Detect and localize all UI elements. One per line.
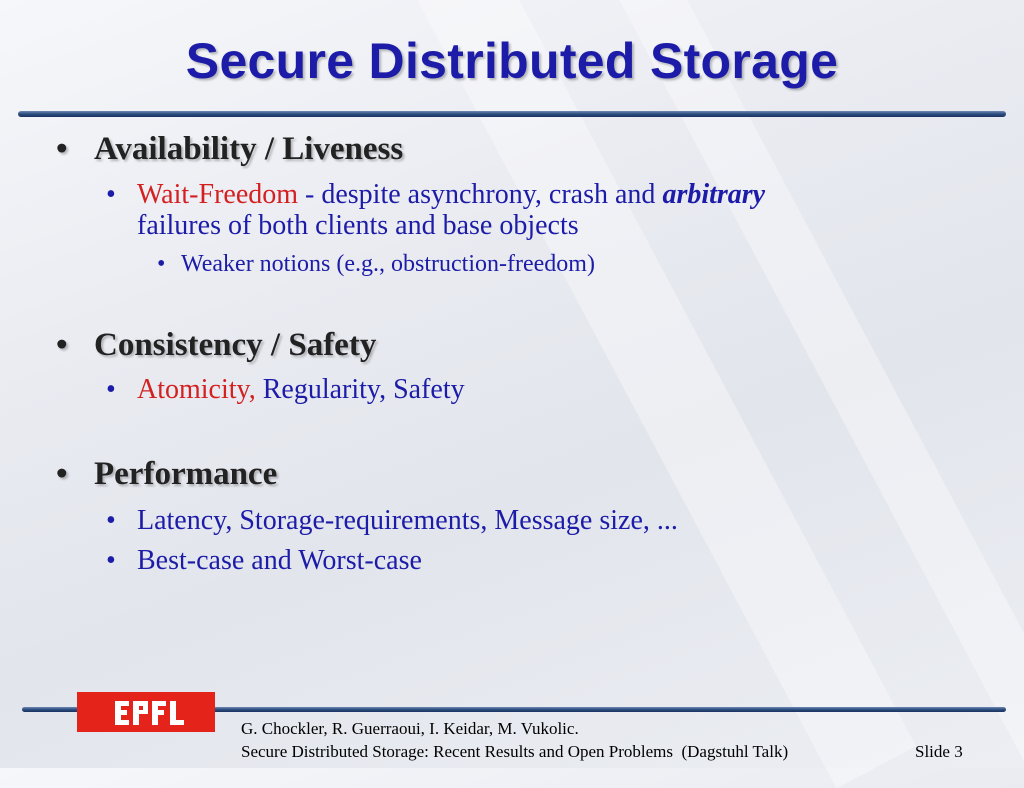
section-heading-consistency: • Consistency / Safety (56, 327, 377, 363)
list-item-atomicity (106, 374, 465, 406)
footer-talk-title: Secure Distributed Storage: Recent Results and Open Problems (Dagstuhl Talk) (241, 742, 789, 761)
emphasis-text: arbitrary (662, 179, 766, 210)
list-item-best-worst-case: • Best-case and Worst-case (106, 545, 422, 576)
bullet: • (106, 374, 116, 405)
item-text: Regularity, Safety (255, 374, 465, 405)
footer-authors: G. Chockler, R. Guerraoui, I. Keidar, M. Vukolic. (241, 719, 579, 738)
highlight-text: Wait-Freedom (137, 179, 299, 210)
bullet: • (106, 545, 116, 576)
bullet: • (56, 131, 68, 167)
section-heading-availability: • Availability / Liveness (56, 131, 404, 167)
list-item-wait-freedom (106, 179, 765, 211)
item-text: - despite asynchrony, crash and (298, 179, 663, 210)
slide-number: Slide 3 (915, 742, 963, 761)
bullet: • (56, 456, 68, 492)
section-heading-performance: • Performance (56, 456, 278, 492)
sub-item-weaker-notions: • Weaker notions (e.g., obstruction-freedom) (157, 251, 595, 277)
bullet: • (106, 179, 116, 210)
bullet: • (157, 251, 166, 277)
bullet: • (106, 505, 116, 536)
epfl-logo-mark (77, 692, 215, 732)
epfl-logo (77, 692, 215, 732)
highlight-text: Atomicity, (137, 374, 256, 405)
slide-title: Secure Distributed Storage (185, 33, 839, 89)
list-item-latency: • Latency, Storage-requirements, Message size, ... (106, 505, 678, 536)
bullet: • (56, 327, 68, 363)
list-item-continuation: failures of both clients and base objects (137, 210, 579, 241)
